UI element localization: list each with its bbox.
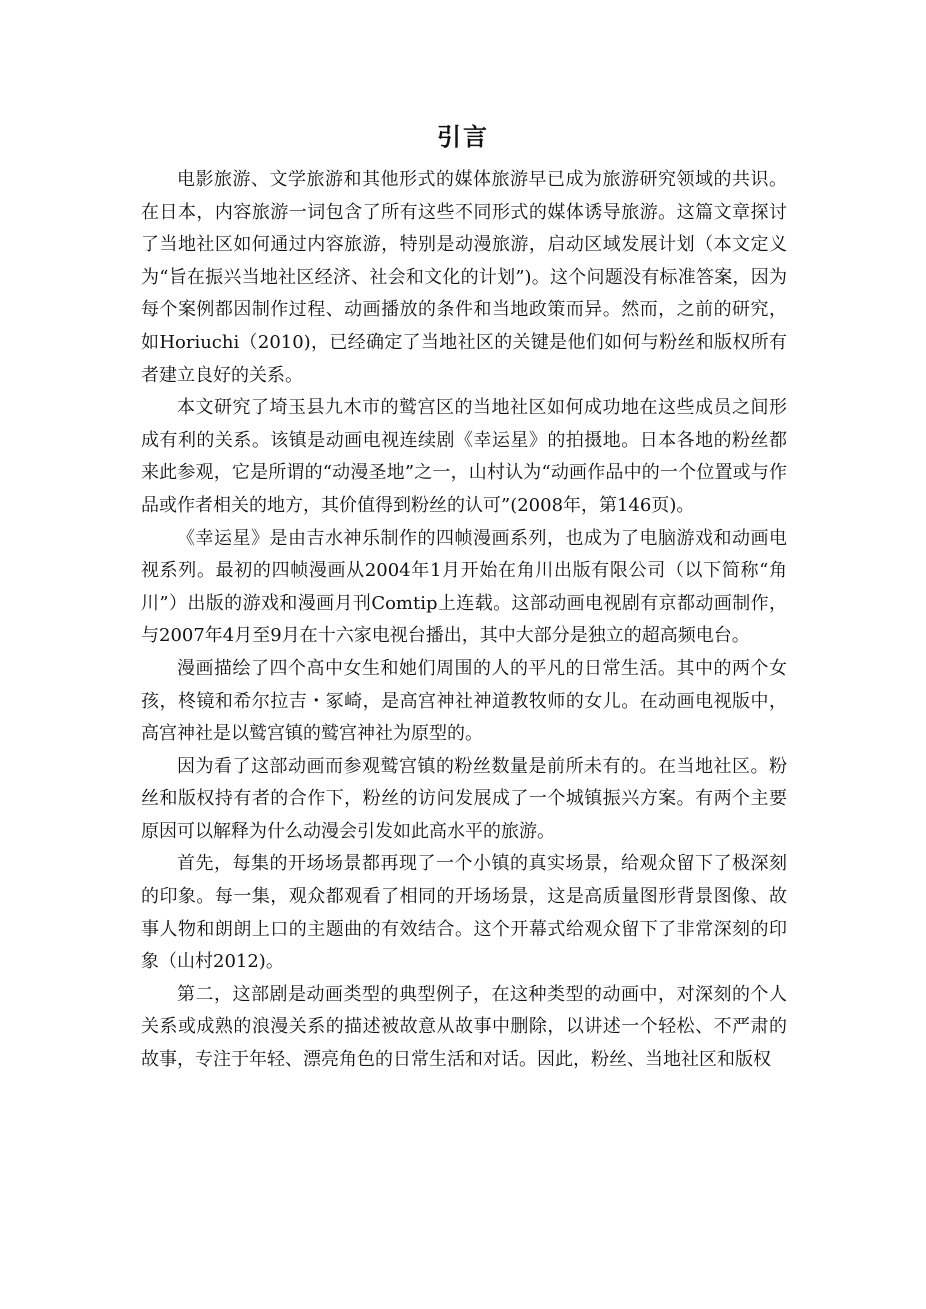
page-title: 引言 xyxy=(437,123,489,151)
document-body xyxy=(141,164,787,1077)
paragraph: 《幸运星》是由吉水神乐制作的四帧漫画系列，也成为了电脑游戏和动画电视系列。最初的四帧漫画从2004年1月开始在角川出版有限公司（以下简称“角川”）出版的游戏和漫画月刊Comtip上连载。这部动画电视剧有京都动画制作，与2007年4月至9月在十六家电视台播出，其中大部分是独立的超高频电台。 xyxy=(141,527,787,647)
paragraph: 漫画描绘了四个高中女生和她们周围的人的平凡的日常生活。其中的两个女孩，柊镜和希尔拉吉・冢崎，是高宫神社神道教牧师的女儿。在动画电视版中，高宫神社是以鹫宫镇的鹫宫神社为原型的。 xyxy=(141,657,787,745)
paragraph: 本文研究了埼玉县九木市的鹫宫区的当地社区如何成功地在这些成员之间形成有利的关系。该镇是动画电视连续剧《幸运星》的拍摄地。日本各地的粉丝都来此参观，它是所谓的“动漫圣地”之一，山村认为“动画作品中的一个位置或与作品或作者相关的地方，其价值得到粉丝的认可”(2008年，第146页)。 xyxy=(141,397,787,516)
paragraph: 首先，每集的开场场景都再现了一个小镇的真实场景，给观众留下了极深刻的印象。每一集，观众都观看了相同的开场场景，这是高质量图形背景图像、故事人物和朗朗上口的主题曲的有效结合。这个开幕式给观众留下了非常深刻的印象（山村2012)。 xyxy=(141,853,787,973)
paragraph: 电影旅游、文学旅游和其他形式的媒体旅游早已成为旅游研究领域的共识。在日本，内容旅游一词包含了所有这些不同形式的媒体诱导旅游。这篇文章探讨了当地社区如何通过内容旅游，特别是动漫旅游，启动区域发展计划（本文定义为“旨在振兴当地社区经济、社会和文化的计划”)。这个问题没有标准答案，因为每个案例都因制作过程、动画播放的条件和当地政策而异。然而，之前的研究，如Horiuchi（2010)，已经确定了当地社区的关键是他们如何与粉丝和版权所有者建立良好的关系。 xyxy=(141,169,787,386)
paragraph: 因为看了这部动画而参观鹫宫镇的粉丝数量是前所未有的。在当地社区。粉丝和版权持有者的合作下，粉丝的访问发展成了一个城镇振兴方案。有两个主要原因可以解释为什么动漫会引发如此高水平的旅游。 xyxy=(141,755,787,842)
paragraph: 第二，这部剧是动画类型的典型例子，在这种类型的动画中，对深刻的个人关系或成熟的浪漫关系的描述被故意从故事中删除，以讲述一个轻松、不严肃的故事，专注于年轻、漂亮角色的日常生活和对话。因此，粉丝、当地社区和版权 xyxy=(141,983,787,1071)
